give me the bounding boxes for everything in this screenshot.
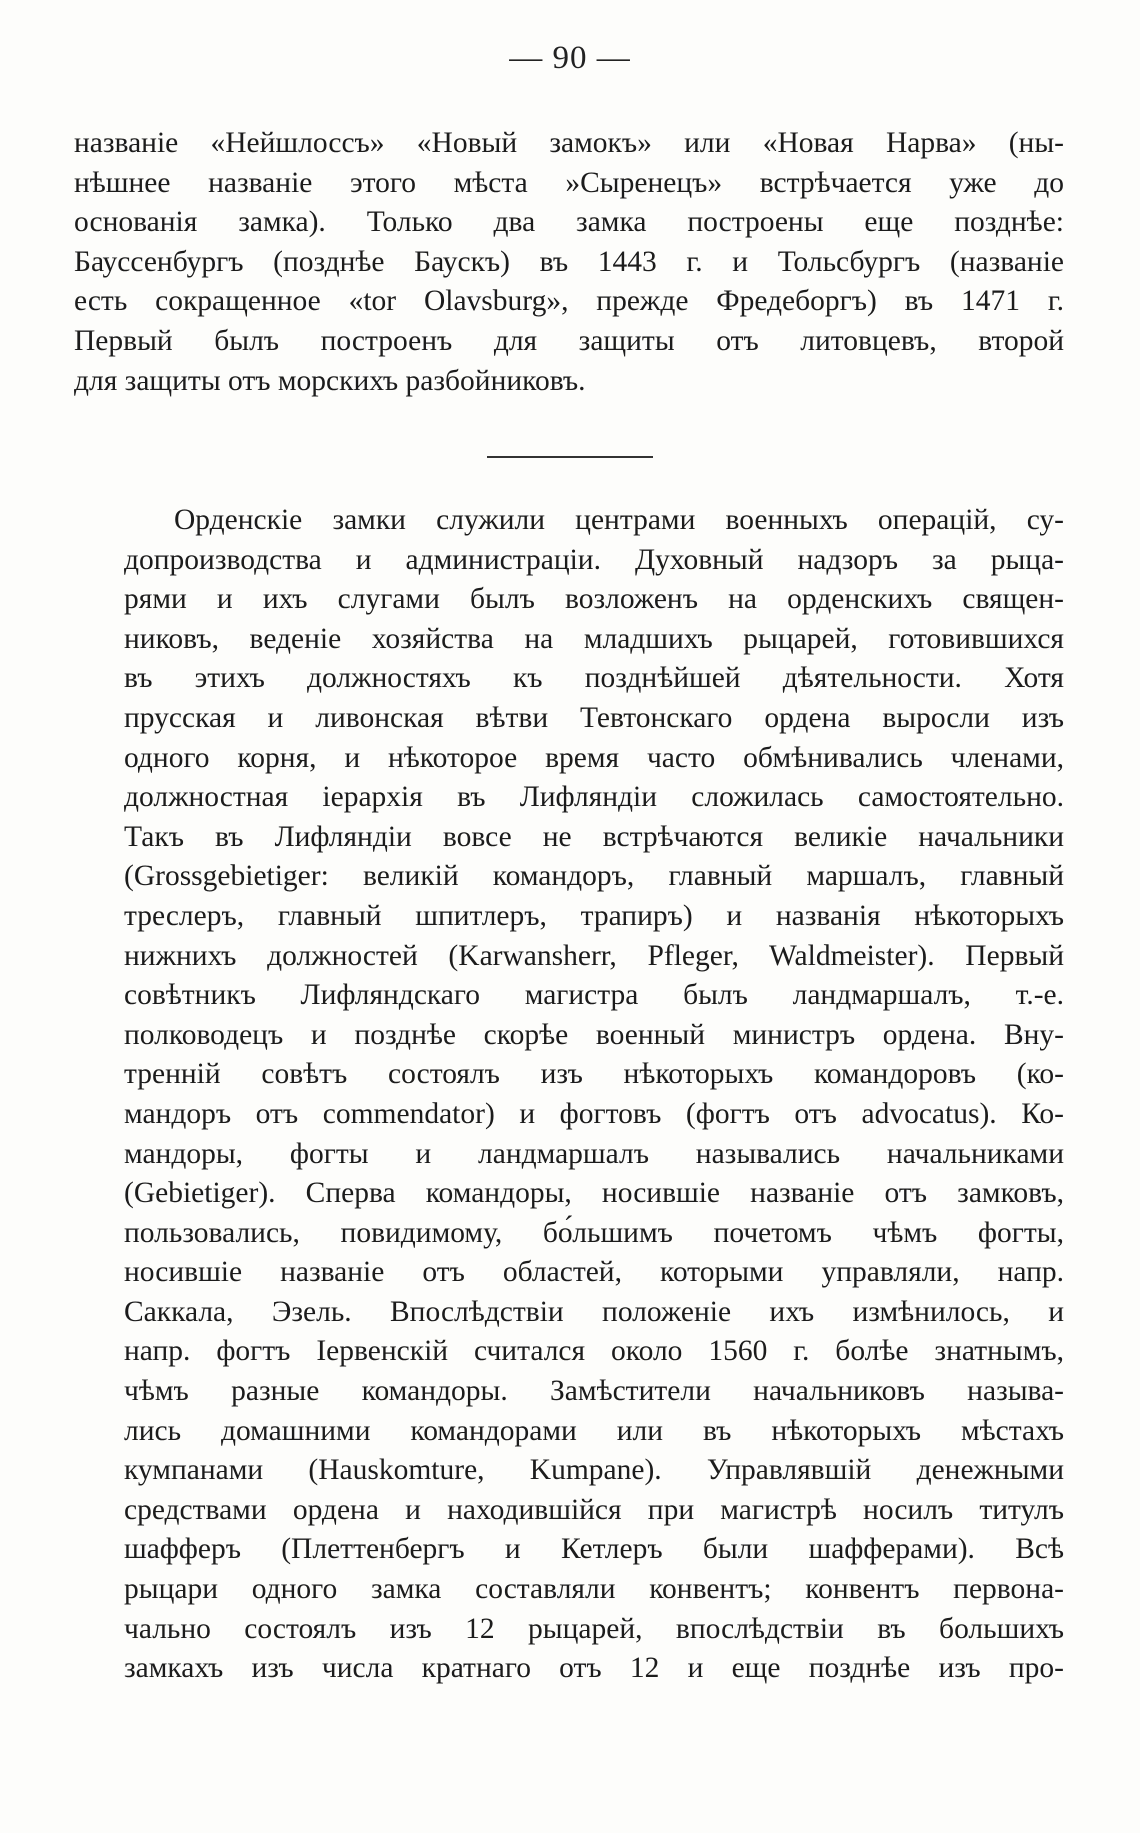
paragraph-2 — [74, 501, 1064, 1689]
text-line: шафферъ (Плеттенбергъ и Кетлеръ были шафферами). Всѣ — [124, 1533, 1064, 1566]
text-line: (Grossgebietiger: великій командоръ, главный маршалъ, главный — [124, 860, 1064, 893]
text-line: прусская и ливонская вѣтви Тевтонскаго ордена выросли изъ — [124, 701, 1064, 734]
text-line: нижнихъ должностей (Karwansherr, Pfleger, Waldmeister). Первый — [124, 939, 1064, 972]
text-line: кумпанами (Hauskomture, Kumpane). Управлявшій денежными — [124, 1454, 1064, 1487]
text-line: рыцари одного замка составляли конвентъ; конвентъ первона- — [124, 1573, 1064, 1606]
text-line: есть сокращенное «tor Olavsburg», прежде Фредеборгъ) въ 1471 г. — [74, 285, 1064, 318]
text-line: треслеръ, главный шпитлеръ, трапиръ) и названія нѣкоторыхъ — [124, 899, 1064, 932]
text-line: мандоры, фогты и ландмаршалъ назывались начальниками — [124, 1137, 1064, 1170]
text-line: Такъ въ Лифляндіи вовсе не встрѣчаются великіе начальники — [124, 820, 1064, 853]
text-line: никовъ, веденіе хозяйства на младшихъ рыцарей, готовившихся — [124, 622, 1064, 655]
paragraph-1 — [74, 124, 1064, 401]
text-line: въ этихъ должностяхъ къ позднѣйшей дѣятельности. Хотя — [124, 662, 1064, 695]
text-line: Саккала, Эзель. Впослѣдствіи положеніе ихъ измѣнилось, и — [124, 1295, 1064, 1328]
text-line: полководецъ и позднѣе скорѣе военный министръ ордена. Вну- — [124, 1018, 1064, 1051]
text-line: нѣшнее названіе этого мѣста »Сыренецъ» встрѣчается уже до — [74, 166, 1064, 199]
text-line: основанія замка). Только два замка построены еще позднѣе: — [74, 206, 1064, 239]
text-line: Первый былъ построенъ для защиты отъ литовцевъ, второй — [74, 324, 1064, 357]
text-line: мандоръ отъ commendator) и фогтовъ (фогтъ отъ advocatus). Ко- — [124, 1097, 1064, 1130]
text-line: замкахъ изъ числа кратнаго отъ 12 и еще позднѣе изъ про- — [124, 1652, 1064, 1685]
text-line: Бауссенбургъ (позднѣе Баускъ) въ 1443 г. и Тольсбургъ (названіе — [74, 245, 1064, 278]
text-line: Орденскіе замки служили центрами военныхъ операцій, су- — [174, 504, 1064, 536]
text-line: пользовались, повидимому, бо́льшимъ почетомъ чѣмъ фогты, — [124, 1216, 1064, 1249]
text-line: одного корня, и нѣкоторое время часто обмѣнивались членами, — [124, 741, 1064, 774]
text-line: для защиты отъ морскихъ разбойниковъ. — [74, 364, 586, 397]
text-line: допроизводства и администраціи. Духовный надзоръ за рыца- — [124, 543, 1064, 576]
text-line: напр. фогтъ Іервенскій считался около 1560 г. болѣе знатнымъ, — [124, 1335, 1064, 1368]
page-number: — 90 — — [509, 40, 631, 76]
text-line: носившіе названіе отъ областей, которыми управляли, напр. — [124, 1256, 1064, 1289]
text-line: лись домашними командорами или въ нѣкоторыхъ мѣстахъ — [124, 1414, 1064, 1447]
text-line: средствами ордена и находившійся при магистрѣ носилъ титулъ — [124, 1493, 1064, 1526]
text-line: должностная іерархія въ Лифляндіи сложилась самостоятельно. — [124, 781, 1064, 814]
section-divider — [487, 456, 653, 458]
text-line: названіе «Нейшлоссъ» «Новый замокъ» или «Новая Нарва» (ны- — [74, 127, 1064, 159]
text-line: тренній совѣтъ состоялъ изъ нѣкоторыхъ командоровъ (ко- — [124, 1058, 1064, 1091]
text-line: (Gebietiger). Сперва командоры, носившіе названіе отъ замковъ, — [124, 1177, 1064, 1210]
text-line: рями и ихъ слугами былъ возложенъ на орденскихъ священ- — [124, 583, 1064, 616]
text-line: чѣмъ разные командоры. Замѣстители начальниковъ называ- — [124, 1375, 1064, 1408]
text-line: чально состоялъ изъ 12 рыцарей, впослѣдствіи въ большихъ — [124, 1612, 1064, 1645]
text-line: совѣтникъ Лифляндскаго магистра былъ ландмаршалъ, т.-е. — [124, 979, 1064, 1012]
